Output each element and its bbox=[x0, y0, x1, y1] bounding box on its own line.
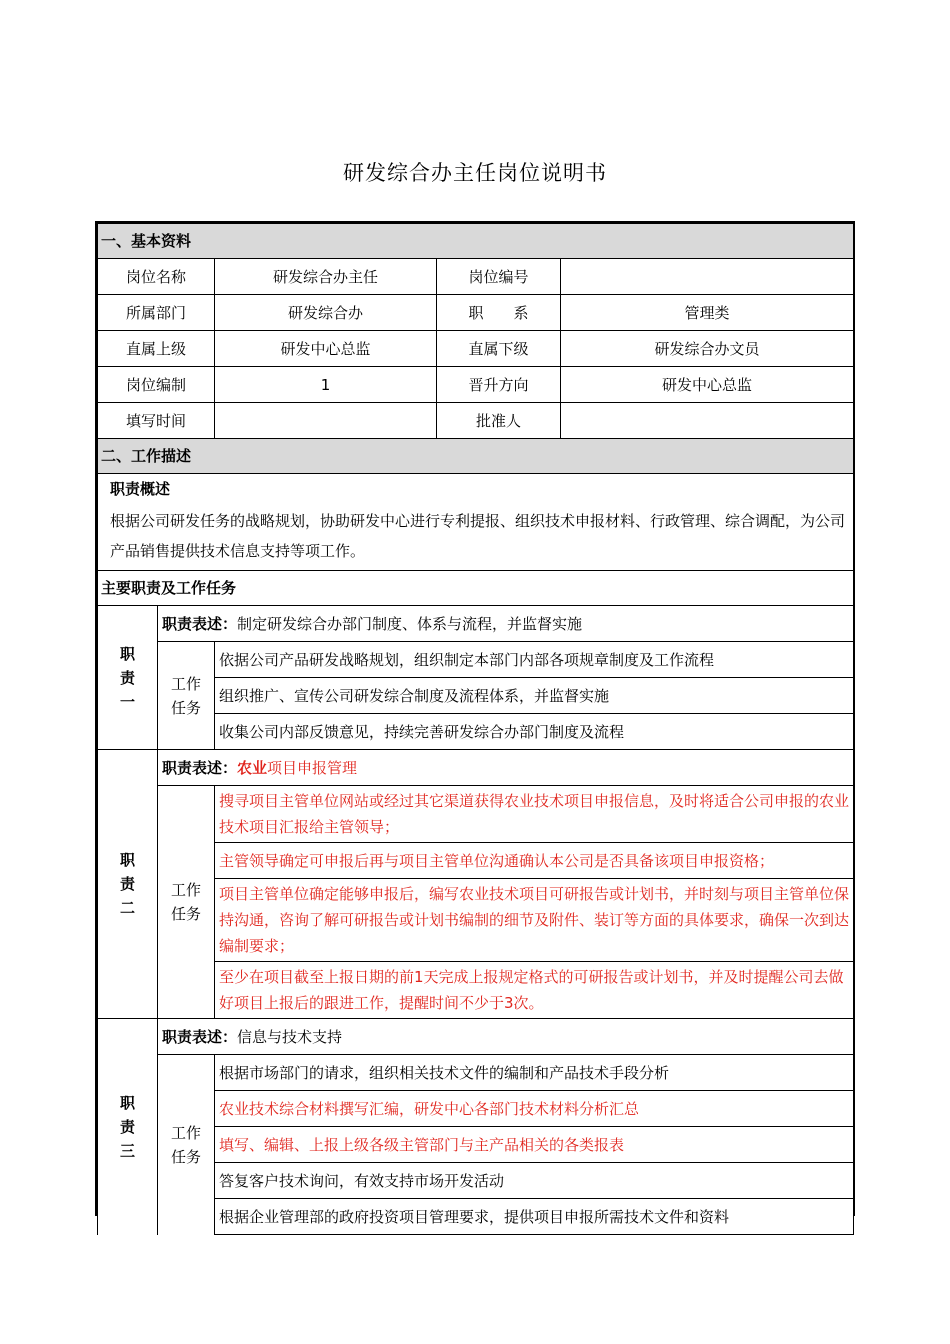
summary-label: 职责概述 bbox=[98, 474, 854, 505]
task-item: 收集公司内部反馈意见，持续完善研发综合办部门制度及流程 bbox=[215, 714, 854, 750]
table-row bbox=[98, 367, 854, 403]
task-item: 主管领导确定可申报后再与项目主管单位沟通确认本公司是否具备该项目申报资格； bbox=[215, 843, 854, 879]
field-label: 岗位编号 bbox=[437, 259, 561, 295]
table-row bbox=[98, 786, 854, 843]
field-value: 研发综合办 bbox=[215, 295, 437, 331]
duty-statement-row bbox=[98, 1019, 854, 1055]
task-item: 根据企业管理部的政府投资项目管理要求，提供项目申报所需技术文件和资料 bbox=[215, 1199, 854, 1235]
duty-label bbox=[98, 750, 158, 1019]
field-label: 批准人 bbox=[437, 403, 561, 439]
field-value: 管理类 bbox=[561, 295, 854, 331]
duty-label-text: 职责二 bbox=[119, 851, 135, 917]
task-item: 组织推广、宣传公司研发综合制度及流程体系，并监督实施 bbox=[215, 678, 854, 714]
field-value bbox=[561, 403, 854, 439]
field-label: 晋升方向 bbox=[437, 367, 561, 403]
duty-statement-emphasis: 农业 bbox=[237, 758, 268, 777]
duty-prefix: 职责表述： bbox=[162, 1027, 238, 1046]
field-value: 研发中心总监 bbox=[561, 367, 854, 403]
page-title: 研发综合办主任岗位说明书 bbox=[343, 161, 607, 185]
job-description-table bbox=[97, 223, 854, 1235]
task-item: 至少在项目截至上报日期的前1天完成上报规定格式的可研报告或计划书，并及时提醒公司去做好项目上报后的跟进工作，提醒时间不少于3次。 bbox=[215, 962, 854, 1019]
main-duties-heading: 主要职责及工作任务 bbox=[98, 571, 854, 606]
field-label: 填写时间 bbox=[98, 403, 215, 439]
field-value: 研发中心总监 bbox=[215, 331, 437, 367]
field-value: 研发综合办文员 bbox=[561, 331, 854, 367]
section-heading-work: 二、工作描述 bbox=[98, 439, 854, 474]
table-row bbox=[98, 259, 854, 295]
task-item: 依据公司产品研发战略规划，组织制定本部门内部各项规章制度及工作流程 bbox=[215, 642, 854, 678]
duty-label bbox=[98, 1019, 158, 1235]
field-value: 1 bbox=[215, 367, 437, 403]
duty-prefix: 职责表述： bbox=[162, 758, 238, 777]
duty-statement: 项目申报管理 bbox=[267, 758, 358, 777]
task-item: 农业技术综合材料撰写汇编，研发中心各部门技术材料分析汇总 bbox=[215, 1091, 854, 1127]
task-item: 根据市场部门的请求，组织相关技术文件的编制和产品技术手段分析 bbox=[215, 1055, 854, 1091]
task-label: 工作任务 bbox=[158, 642, 215, 750]
duty-label bbox=[98, 606, 158, 750]
task-item: 搜寻项目主管单位网站或经过其它渠道获得农业技术项目申报信息，及时将适合公司申报的农业技术项目汇报给主管领导； bbox=[215, 786, 854, 843]
field-label: 岗位编制 bbox=[98, 367, 215, 403]
field-label: 岗位名称 bbox=[98, 259, 215, 295]
field-value: 研发综合办主任 bbox=[215, 259, 437, 295]
duty-label-text: 职责三 bbox=[119, 1093, 135, 1160]
duty-label-text: 职责一 bbox=[119, 644, 135, 711]
table-row bbox=[98, 331, 854, 367]
task-label: 工作任务 bbox=[158, 786, 215, 1019]
field-value bbox=[215, 403, 437, 439]
field-label: 所属部门 bbox=[98, 295, 215, 331]
task-item: 填写、编辑、上报上级各级主管部门与主产品相关的各类报表 bbox=[215, 1127, 854, 1163]
task-label: 工作任务 bbox=[158, 1055, 215, 1235]
section-heading-basic: 一、基本资料 bbox=[98, 224, 854, 259]
task-item: 答复客户技术询问，有效支持市场开发活动 bbox=[215, 1163, 854, 1199]
summary-text: 根据公司研发任务的战略规划，协助研发中心进行专利提报、组织技术申报材料、行政管理、综合调配，为公司产品销售提供技术信息支持等项工作。 bbox=[98, 504, 854, 571]
table-row bbox=[98, 1055, 854, 1091]
duty-statement-row bbox=[98, 606, 854, 642]
duty-statement: 制定研发综合办部门制度、体系与流程，并监督实施 bbox=[237, 614, 583, 633]
duty-prefix: 职责表述： bbox=[162, 614, 238, 633]
table-row bbox=[98, 295, 854, 331]
field-value bbox=[561, 259, 854, 295]
task-item: 项目主管单位确定能够申报后，编写农业技术项目可研报告或计划书，并时刻与项目主管单位保持沟通，咨询了解可研报告或计划书编制的细节及附件、装订等方面的具体要求，确保一次到达编制要求； bbox=[215, 879, 854, 962]
field-label: 直属上级 bbox=[98, 331, 215, 367]
field-label: 直属下级 bbox=[437, 331, 561, 367]
table-row bbox=[98, 642, 854, 678]
field-label: 职 系 bbox=[437, 295, 561, 331]
duty-statement-row bbox=[98, 750, 854, 786]
table-row bbox=[98, 403, 854, 439]
duty-statement: 信息与技术支持 bbox=[237, 1027, 343, 1046]
